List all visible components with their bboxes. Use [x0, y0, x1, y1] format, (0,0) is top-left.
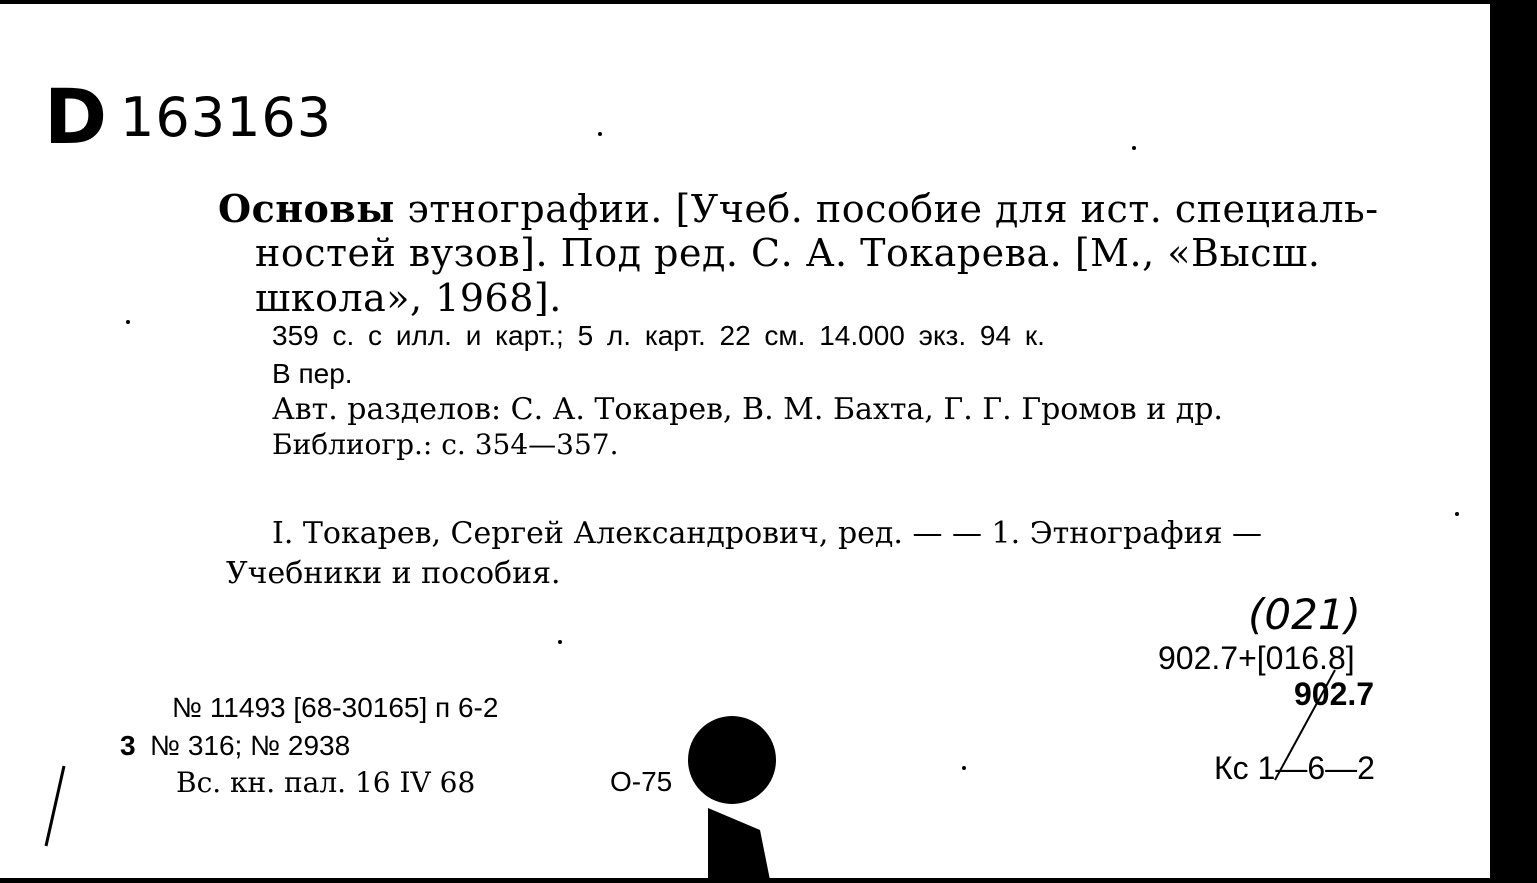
- accession-letter: D: [44, 72, 106, 161]
- order-line-1: № 11493 [68-30165] п 6-2: [172, 692, 499, 723]
- bbk-index: 902.7: [1294, 676, 1375, 712]
- handwritten-stroke: [1235, 660, 1355, 820]
- card-edge-top: [0, 0, 1537, 4]
- speck: [962, 766, 966, 770]
- authors-note: Авт. разделов: С. А. Токарев, В. М. Бахта, Г. Г. Громов и др.: [272, 392, 1223, 427]
- order-prefix: 3: [120, 730, 136, 761]
- card-tear: [700, 800, 780, 880]
- tracing-line-1: I. Токарев, Сергей Александрович, ред. — — 1. Этнография —: [272, 516, 1263, 551]
- punch-hole: [688, 716, 776, 804]
- speck: [1132, 146, 1136, 150]
- entry-line-1: [218, 186, 1379, 231]
- accession-number: 163163: [120, 86, 333, 149]
- entry-line-3: школа», 1968].: [255, 276, 562, 320]
- card-edge-bottom: [0, 878, 1537, 883]
- entry-line-2: ностей вузов]. Под ред. С. А. Токарева. [М., «Высш.: [255, 231, 1321, 275]
- binding-note: В пер.: [272, 358, 353, 389]
- speck: [126, 320, 130, 324]
- handwritten-slash: [36, 762, 76, 852]
- physical-description: 359 с. с илл. и карт.; 5 л. карт. 22 см. 14.000 экз. 94 к.: [272, 320, 1045, 351]
- order-code: О-75: [610, 766, 673, 797]
- udc-index: 902.7+[016.8]: [1158, 640, 1355, 676]
- cutter-number: Кс 1—6—2: [1214, 750, 1375, 786]
- order-line-2: № 316; № 2938: [150, 730, 351, 761]
- entry-title: этнографии. [Учеб. пособие для ист. специаль-: [407, 187, 1379, 231]
- speck: [598, 132, 602, 136]
- speck: [1455, 512, 1459, 516]
- handwritten-form-division: (021): [1248, 590, 1361, 639]
- entry-heading: Основы: [218, 186, 395, 231]
- speck: [558, 640, 562, 644]
- tracing-line-2: Учебники и пособия.: [226, 556, 561, 591]
- order-line-3: Вс. кн. пал. 16 IV 68: [176, 766, 476, 799]
- bibliography-note: Библиогр.: с. 354—357.: [272, 428, 619, 461]
